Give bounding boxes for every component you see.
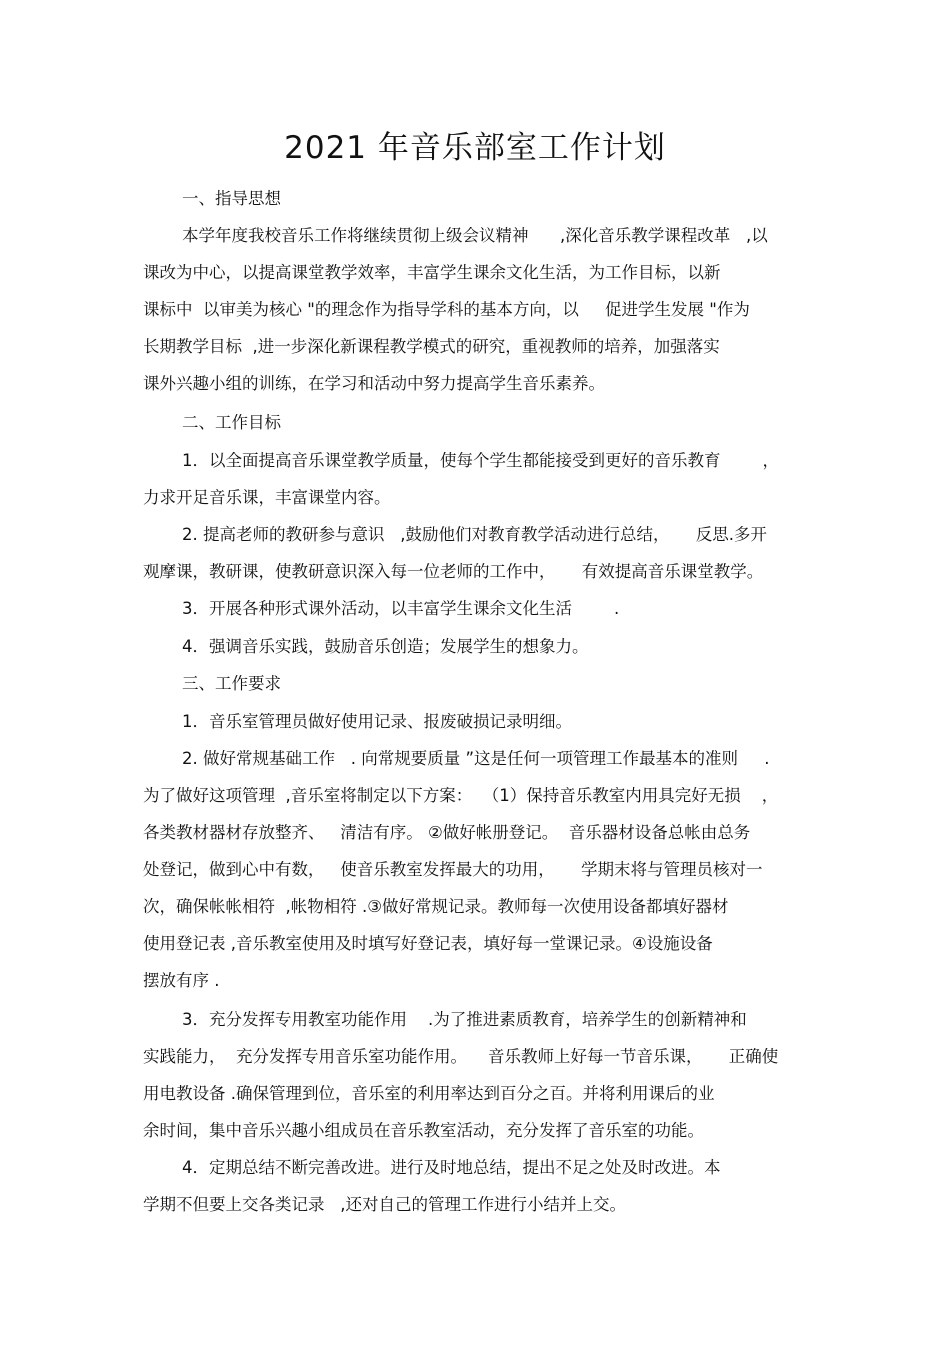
paragraph-line: 使用登记表 ,音乐教室使用及时填写好登记表，填好每一堂课记录。④设施设备 xyxy=(143,934,713,953)
paragraph-line: 2. 做好常规基础工作 . 向常规要质量 ”这是任何一项管理工作最基本的准则 . xyxy=(182,749,770,768)
paragraph-line: 课改为中心，以提高课堂教学效率，丰富学生课余文化生活，为工作目标，以新 xyxy=(143,263,721,282)
section-heading-1: 一、指导思想 xyxy=(182,189,281,208)
paragraph-line: 各类教材器材存放整齐、 清洁有序。 ②做好帐册登记。 音乐器材设备总帐由总务 xyxy=(143,823,751,842)
section-heading-3: 三、工作要求 xyxy=(182,674,281,693)
section-heading-2: 二、工作目标 xyxy=(182,413,281,432)
paragraph-line: 1．音乐室管理员做好使用记录、报废破损记录明细。 xyxy=(182,712,572,731)
paragraph-line: 长期教学目标 ,进一步深化新课程教学模式的研究，重视教师的培养，加强落实 xyxy=(143,337,720,356)
paragraph-line: 观摩课，教研课，使教研意识深入每一位老师的工作中， 有效提高音乐课堂教学。 xyxy=(143,562,764,581)
paragraph-line: 实践能力， 充分发挥专用音乐室功能作用。 音乐教师上好每一节音乐课， 正确使 xyxy=(143,1047,779,1066)
paragraph-line: 用电教设备 .确保管理到位，音乐室的利用率达到百分之百。并将利用课后的业 xyxy=(143,1084,715,1103)
paragraph-line: 3．开展各种形式课外活动，以丰富学生课余文化生活 . xyxy=(182,599,620,618)
paragraph-line: 摆放有序 . xyxy=(143,971,220,990)
paragraph-line: 课外兴趣小组的训练，在学习和活动中努力提高学生音乐素养。 xyxy=(143,374,605,393)
paragraph-line: 4．强调音乐实践，鼓励音乐创造；发展学生的想象力。 xyxy=(182,637,589,656)
paragraph-line: 1．以全面提高音乐课堂教学质量，使每个学生都能接受到更好的音乐教育 ， xyxy=(182,451,779,470)
paragraph-line: 3．充分发挥专用教室功能作用 .为了推进素质教育，培养学生的创新精神和 xyxy=(182,1010,747,1029)
paragraph-line: 2. 提高老师的教研参与意识 ,鼓励他们对教育教学活动进行总结， 反思.多开 xyxy=(182,525,767,544)
paragraph-line: 处登记，做到心中有数， 使音乐教室发挥最大的功用， 学期末将与管理员核对一 xyxy=(143,860,763,879)
paragraph-line: 4．定期总结不断完善改进。进行及时地总结，提出不足之处及时改进。本 xyxy=(182,1158,721,1177)
paragraph-line: 力求开足音乐课，丰富课堂内容。 xyxy=(143,488,391,507)
paragraph-line: 次，确保帐帐相符 ,帐物相符 .③做好常规记录。教师每一次使用设备都填好器材 xyxy=(143,897,729,916)
paragraph-line: 为了做好这项管理 ,音乐室将制定以下方案： （1）保持音乐教室内用具完好无损 ， xyxy=(143,786,779,805)
paragraph-line: 余时间，集中音乐兴趣小组成员在音乐教室活动，充分发挥了音乐室的功能。 xyxy=(143,1121,704,1140)
paragraph-line: 学期不但要上交各类记录 ,还对自己的管理工作进行小结并上交。 xyxy=(143,1195,626,1214)
paragraph-line: 本学年度我校音乐工作将继续贯彻上级会议精神 ,深化音乐教学课程改革 ,以 xyxy=(182,226,768,245)
paragraph-line: 课标中 以审美为核心 "的理念作为指导学科的基本方向，以 促进学生发展 "作为 xyxy=(143,300,750,319)
document-title: 2021 年音乐部室工作计划 xyxy=(284,130,666,166)
